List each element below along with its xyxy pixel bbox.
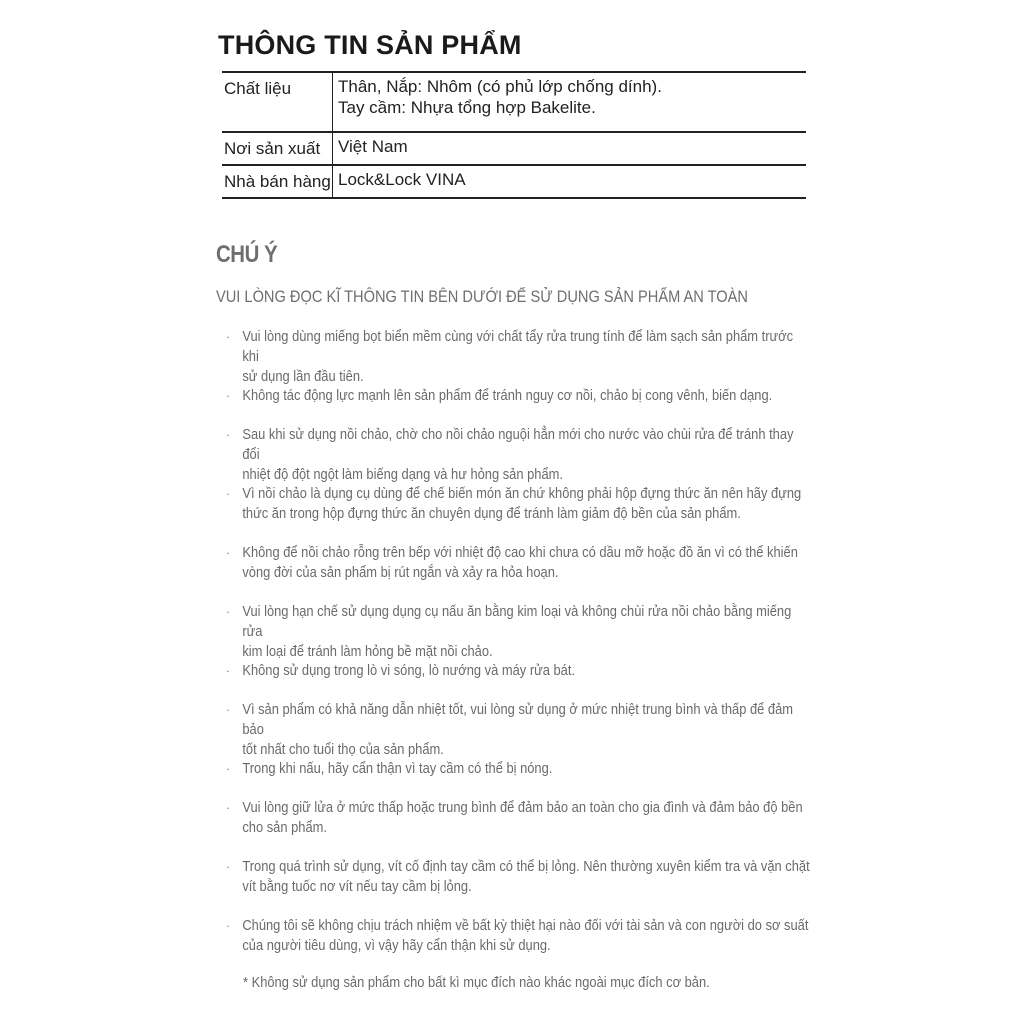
bullet-icon: · — [226, 663, 230, 678]
list-item — [226, 916, 811, 956]
material-line: Tay cầm: Nhựa tổng hợp Bakelite. — [338, 98, 596, 117]
bullet-icon: · — [226, 761, 230, 776]
list-item-line: tốt nhất cho tuổi thọ của sản phẩm. — [242, 741, 444, 758]
list-item-line: thức ăn trong hộp đựng thức ăn chuyên dụng để tránh làm giảm độ bền của sản phẩm. — [242, 505, 741, 522]
list-item-line: Vì sản phẩm có khả năng dẫn nhiệt tốt, vui lòng sử dụng ở mức nhiệt trung bình và thấp để đảm bảo — [242, 701, 794, 738]
list-item-line: Trong khi nấu, hãy cẩn thận vì tay cầm có thể bị nóng. — [242, 760, 553, 777]
list-item-line: vít bằng tuốc nơ vít nếu tay cầm bị lỏng. — [242, 878, 472, 895]
bullet-icon: · — [226, 702, 230, 717]
list-item-line: nhiệt độ đột ngột làm biếng dạng và hư hỏng sản phẩm. — [242, 466, 563, 483]
row-label-origin: Nơi sản xuất — [222, 132, 333, 165]
row-label-material: Chất liệu — [222, 72, 333, 132]
list-item — [226, 661, 811, 681]
list-item — [226, 602, 811, 662]
bullet-icon: · — [226, 604, 230, 619]
table-row — [222, 132, 806, 165]
list-item-line: vòng đời của sản phẩm bị rút ngắn và xảy ra hỏa hoạn. — [242, 564, 559, 581]
bullet-icon: · — [226, 329, 230, 344]
row-value-origin: Việt Nam — [338, 137, 408, 156]
bullet-icon: · — [226, 800, 230, 815]
list-item — [226, 700, 811, 760]
list-item-line: Sau khi sử dụng nồi chảo, chờ cho nồi chảo nguội hẳn mới cho nước vào chùi rửa để tránh thay đổi — [242, 426, 794, 463]
list-item — [226, 425, 811, 485]
list-item-line: của người tiêu dùng, vì vậy hãy cẩn thận khi sử dụng. — [242, 937, 551, 954]
row-value-seller: Lock&Lock VINA — [338, 170, 466, 189]
list-item-line: kim loại để tránh làm hỏng bề mặt nồi chảo. — [242, 643, 493, 660]
list-item-line: Vui lòng hạn chế sử dụng dụng cụ nấu ăn bằng kim loại và không chùi rửa nồi chảo bằng miếng rửa — [242, 603, 792, 640]
list-item-line: Không để nồi chảo rỗng trên bếp với nhiệt độ cao khi chưa có dầu mỡ hoặc đồ ăn vì có thể khiến — [242, 544, 798, 561]
list-item — [226, 543, 811, 583]
row-value-material — [333, 72, 807, 132]
list-item-line: cho sản phẩm. — [242, 819, 327, 836]
bullet-icon: · — [226, 427, 230, 442]
warning-title: CHÚ Ý — [216, 241, 278, 268]
list-item — [226, 327, 811, 387]
list-item-line: Chúng tôi sẽ không chịu trách nhiệm về bất kỳ thiệt hại nào đối với tài sản và con người do sơ suất — [242, 917, 809, 934]
bullet-icon: · — [226, 486, 230, 501]
product-info-table — [222, 71, 806, 199]
list-item — [226, 484, 811, 524]
warning-subtitle: VUI LÒNG ĐỌC KĨ THÔNG TIN BÊN DƯỚI ĐỂ SỬ DỤNG SẢN PHẨM AN TOÀN — [216, 287, 748, 306]
product-info-title: THÔNG TIN SẢN PHẨM — [218, 30, 522, 60]
list-item-line: sử dụng lần đầu tiên. — [242, 368, 364, 385]
list-item-line: Vui lòng dùng miếng bọt biển mềm cùng với chất tẩy rửa trung tính để làm sạch sản phẩm trước khi — [242, 328, 794, 365]
table-row — [222, 165, 806, 198]
row-label-seller: Nhà bán hàng — [222, 165, 333, 198]
list-item-line: Không sử dụng trong lò vi sóng, lò nướng và máy rửa bát. — [242, 662, 576, 679]
list-item — [226, 386, 811, 406]
list-item-line: Trong quá trình sử dụng, vít cố định tay cầm có thể bị lỏng. Nên thường xuyên kiểm tra và vặn chặt — [242, 858, 810, 875]
material-line: Thân, Nắp: Nhôm (có phủ lớp chống dính). — [338, 77, 662, 96]
bullet-icon: · — [226, 918, 230, 933]
list-item-line: Không tác động lực mạnh lên sản phẩm để tránh nguy cơ nồi, chảo bị cong vênh, biến dạng. — [242, 387, 773, 404]
list-item — [226, 857, 811, 897]
list-item — [226, 759, 811, 779]
list-item-line: Vui lòng giữ lửa ở mức thấp hoặc trung bình để đảm bảo an toàn cho gia đình và đảm bảo độ bền — [242, 799, 803, 816]
bullet-icon: · — [226, 859, 230, 874]
table-row — [222, 72, 806, 132]
list-item — [226, 798, 811, 838]
bullet-icon: · — [226, 388, 230, 403]
list-item-line: Vì nồi chảo là dụng cụ dùng để chế biến món ăn chứ không phải hộp đựng thức ăn nên hãy đựng — [242, 485, 802, 502]
footnote: * Không sử dụng sản phẩm cho bất kì mục đích nào khác ngoài mục đích cơ bản. — [243, 974, 710, 991]
bullet-icon: · — [226, 545, 230, 560]
